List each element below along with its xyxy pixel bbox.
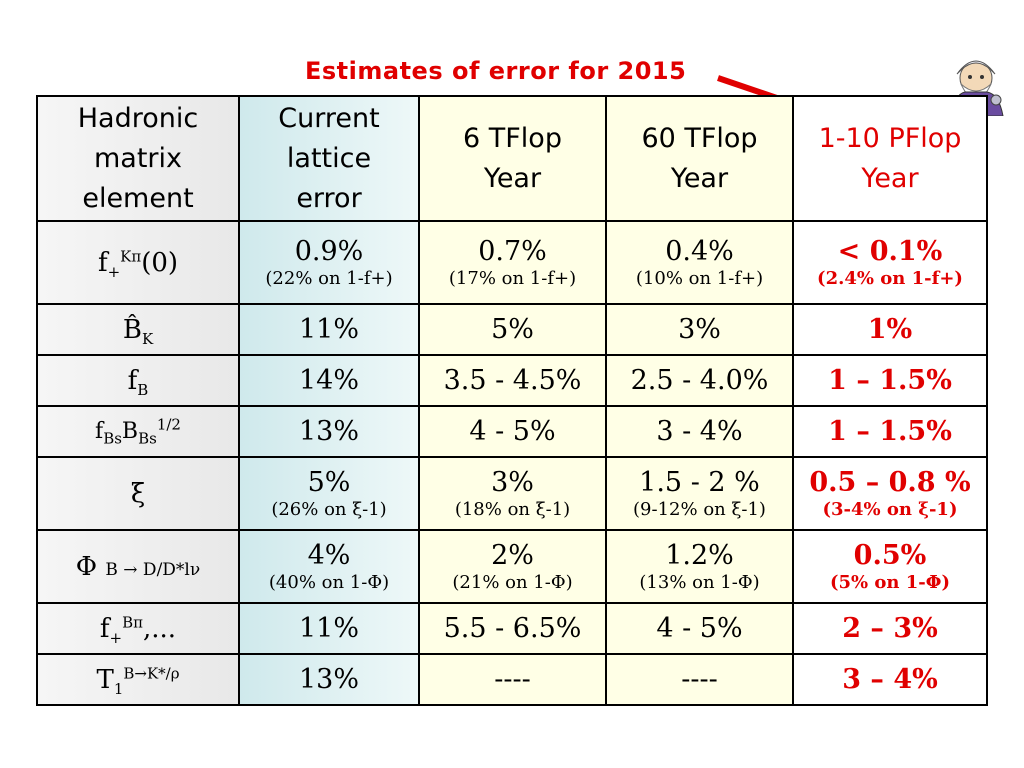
- value-cell: [793, 530, 987, 603]
- header-line: 60 TFlop: [641, 122, 758, 154]
- value-main: ----: [494, 663, 531, 695]
- value-cell: [239, 221, 419, 304]
- param-tail: (0): [141, 247, 179, 278]
- header-line: Year: [670, 162, 729, 194]
- value-main: 5%: [307, 466, 351, 498]
- param-cell: [37, 221, 239, 304]
- value-cell: [419, 603, 606, 654]
- value-cell: [793, 457, 987, 530]
- value-cell: [239, 406, 419, 457]
- value-cell: [793, 406, 987, 457]
- header-hadronic-matrix-element: [37, 96, 239, 221]
- value-main: 1%: [867, 313, 913, 345]
- slide-title: Estimates of error for 2015: [305, 57, 687, 85]
- value-cell: [239, 530, 419, 603]
- value-note: (26% on ξ-1): [271, 498, 387, 520]
- value-note: (3-4% on ξ-1): [822, 498, 958, 520]
- value-cell: [606, 654, 793, 705]
- value-note: (9-12% on ξ-1): [633, 498, 766, 520]
- header-pflop-year: [793, 96, 987, 221]
- value-main: 0.9%: [294, 235, 364, 267]
- value-cell: [419, 304, 606, 355]
- table-row: [37, 530, 987, 603]
- param-symbol: f: [97, 247, 108, 278]
- param-symbol: f: [95, 419, 104, 444]
- header-line: Year: [483, 162, 542, 194]
- value-cell: [239, 355, 419, 406]
- param-subscript: B → D/D*lν: [105, 559, 201, 580]
- header-line: element: [82, 182, 194, 214]
- value-note: (40% on 1-Φ): [268, 571, 390, 593]
- value-cell: [793, 304, 987, 355]
- value-cell: [606, 530, 793, 603]
- param-symbol: f: [127, 365, 138, 396]
- value-main: 1 – 1.5%: [828, 364, 952, 396]
- value-note: (21% on 1-Φ): [452, 571, 573, 593]
- param-subscript: +: [109, 628, 123, 647]
- header-6-tflop-year: [419, 96, 606, 221]
- table-row: [37, 457, 987, 530]
- param-symbol: B̂: [122, 314, 142, 345]
- value-main: 4 - 5%: [469, 415, 556, 447]
- header-line: 1-10 PFlop: [818, 122, 962, 154]
- value-cell: [793, 654, 987, 705]
- value-main: < 0.1%: [837, 235, 943, 267]
- value-main: 13%: [298, 415, 359, 447]
- value-main: 2 – 3%: [842, 612, 938, 644]
- value-note: (18% on ξ-1): [454, 498, 571, 520]
- header-60-tflop-year: [606, 96, 793, 221]
- value-main: 3 – 4%: [842, 663, 938, 695]
- value-main: 1 – 1.5%: [828, 415, 952, 447]
- table-row: [37, 304, 987, 355]
- value-cell: [606, 304, 793, 355]
- value-main: 0.7%: [478, 235, 547, 267]
- value-main: 1.5 - 2 %: [639, 466, 760, 498]
- value-main: 3 - 4%: [656, 415, 743, 447]
- param-subscript: K: [141, 329, 154, 348]
- param-superscript: Bπ: [122, 612, 144, 631]
- param-symbol: Φ: [75, 551, 98, 582]
- param-superscript: B→K*/ρ: [123, 663, 180, 682]
- value-cell: [419, 654, 606, 705]
- param-subscript: B: [137, 380, 149, 399]
- table-row: [37, 406, 987, 457]
- param-cell: [37, 530, 239, 603]
- value-note: (22% on 1-f+): [265, 267, 393, 289]
- value-note: (17% on 1-f+): [448, 267, 577, 289]
- value-main: 14%: [298, 364, 359, 396]
- table-row: [37, 355, 987, 406]
- value-note: (10% on 1-f+): [635, 267, 764, 289]
- value-main: 11%: [298, 612, 359, 644]
- value-main: 0.4%: [665, 235, 734, 267]
- value-note: (2.4% on 1-f+): [817, 267, 963, 289]
- param-cell: [37, 603, 239, 654]
- param-subscript: +: [107, 262, 121, 281]
- value-cell: [419, 406, 606, 457]
- header-line: Current: [278, 102, 380, 134]
- value-cell: [606, 406, 793, 457]
- param-symbol: ξ: [130, 478, 146, 509]
- param-symbol: f: [99, 613, 110, 644]
- param-symbol: T: [96, 664, 114, 695]
- param-tail: ,...: [143, 613, 177, 644]
- header-line: 6 TFlop: [463, 122, 562, 154]
- value-main: 2%: [491, 539, 534, 571]
- value-main: ----: [681, 663, 718, 695]
- value-cell: [419, 530, 606, 603]
- value-cell: [419, 355, 606, 406]
- value-cell: [606, 457, 793, 530]
- value-cell: [793, 603, 987, 654]
- table-row: [37, 654, 987, 705]
- header-current-lattice-error: [239, 96, 419, 221]
- value-cell: [239, 304, 419, 355]
- value-main: 3.5 - 4.5%: [443, 364, 582, 396]
- value-main: 13%: [298, 663, 359, 695]
- value-note: (13% on 1-Φ): [639, 571, 760, 593]
- header-line: Year: [861, 162, 919, 194]
- header-line: lattice: [286, 142, 372, 174]
- value-main: 0.5%: [853, 539, 927, 571]
- value-main: 0.5 – 0.8 %: [809, 466, 971, 498]
- value-cell: [239, 654, 419, 705]
- param-cell: [37, 457, 239, 530]
- param-symbol-2: B: [121, 419, 139, 444]
- param-superscript-2: 1/2: [156, 415, 181, 434]
- value-main: 1.2%: [665, 539, 734, 571]
- value-main: 2.5 - 4.0%: [630, 364, 769, 396]
- header-line: Hadronic: [77, 102, 199, 134]
- table-row: [37, 603, 987, 654]
- error-estimates-table: [36, 95, 988, 706]
- value-cell: [606, 603, 793, 654]
- value-main: 5%: [491, 313, 534, 345]
- value-cell: [793, 221, 987, 304]
- param-cell: [37, 355, 239, 406]
- value-cell: [606, 355, 793, 406]
- table-row: [37, 221, 987, 304]
- value-main: 3%: [678, 313, 721, 345]
- value-cell: [239, 457, 419, 530]
- param-subscript: Bs: [103, 429, 122, 448]
- value-cell: [419, 221, 606, 304]
- param-superscript: Kπ: [120, 246, 142, 265]
- param-cell: [37, 304, 239, 355]
- value-cell: [606, 221, 793, 304]
- value-main: 5.5 - 6.5%: [443, 612, 582, 644]
- param-cell: [37, 406, 239, 457]
- value-note: (5% on 1-Φ): [830, 571, 950, 593]
- header-row: [37, 96, 987, 221]
- param-subscript-2: Bs: [138, 429, 157, 448]
- param-subscript: 1: [113, 679, 124, 698]
- value-main: 4%: [307, 539, 351, 571]
- header-line: error: [296, 182, 362, 214]
- header-line: matrix: [93, 142, 182, 174]
- value-main: 11%: [298, 313, 359, 345]
- value-cell: [239, 603, 419, 654]
- param-cell: [37, 654, 239, 705]
- value-cell: [793, 355, 987, 406]
- value-main: 3%: [491, 466, 534, 498]
- value-main: 4 - 5%: [656, 612, 743, 644]
- value-cell: [419, 457, 606, 530]
